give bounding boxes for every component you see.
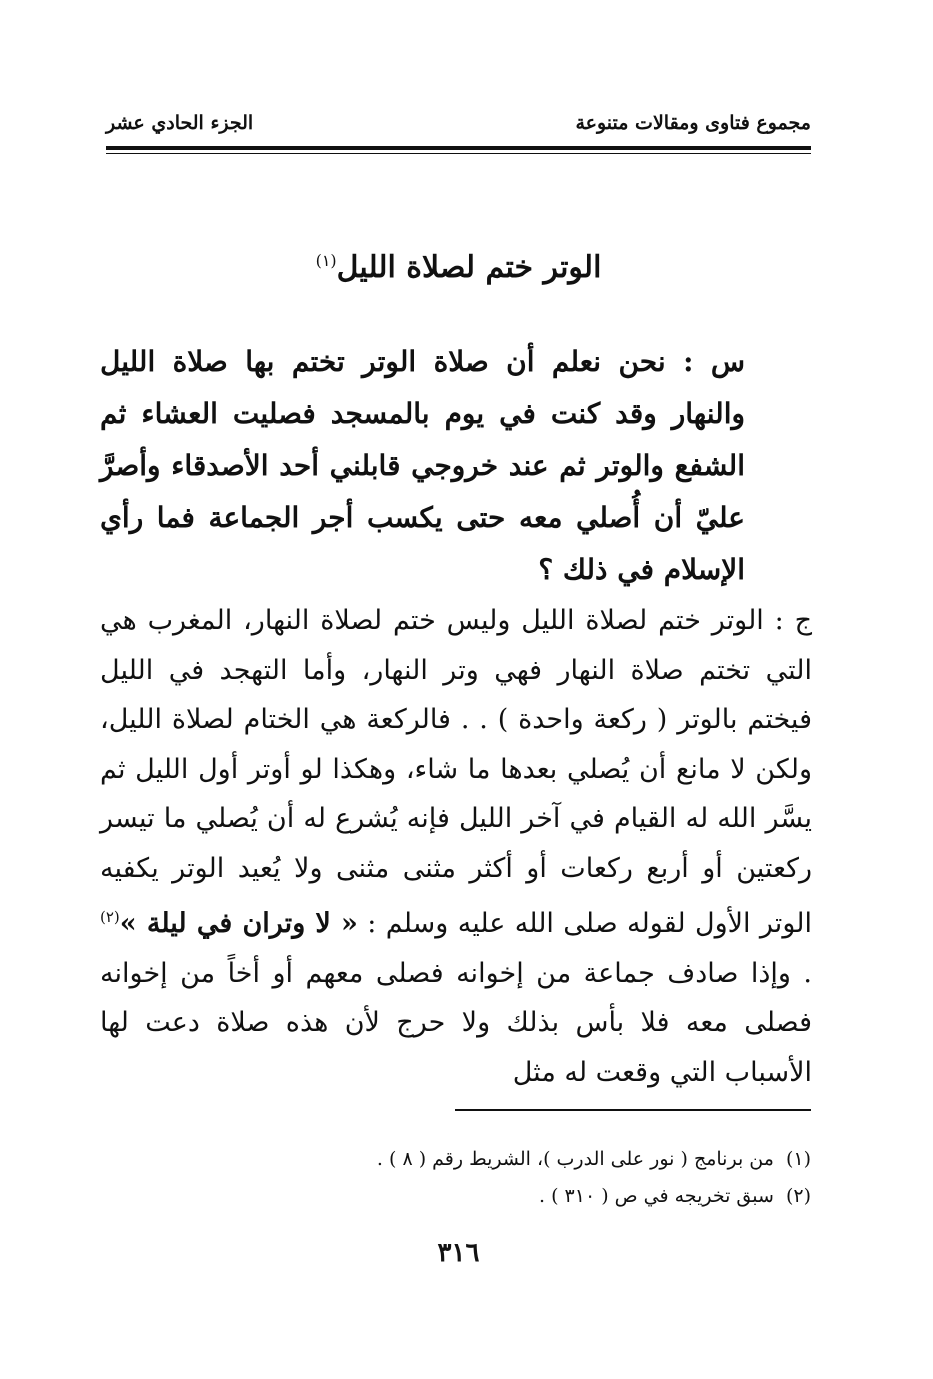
footnote-1-number: (١): [785, 1148, 811, 1170]
answer-text-part2: . وإذا صادف جماعة من إخوانه فصلى معهم أو أخاً من إخوانه فصلى معه فلا بأس بذلك ولا حرج لأن هذه صلاة دعت لها الأسباب التي وقعت له مثل: [100, 957, 813, 1088]
hadith-quote: « لا وتران في ليلة »: [119, 908, 358, 939]
footnote-2: [106, 1181, 811, 1211]
footnote-2-text: سبق تخريجه في ص ( ٣١٠ ) .: [539, 1185, 774, 1207]
header-rule-thick: [106, 146, 811, 150]
footnote-1: [106, 1144, 811, 1174]
article-title: [106, 236, 811, 293]
hadith-footnote-marker: (٢): [100, 908, 120, 926]
answer-text-part1: ج : الوتر ختم لصلاة الليل وليس ختم لصلاة النهار، المغرب هي التي تختم صلاة النهار فهي وتر النهار، وأما التهجد في الليل فيختم بالوتر ( ركعة واحدة ) . . فالركعة هي الختام لصلاة الليل، ولكن لا مانع أن يُصلي بعدها ما شاء، وهكذا لو أوتر أول الليل ثم يسَّر الله له القيام في آخر الليل فإنه يُشرع له أن يُصلي ما تيسر ركعتين أو أربع ركعات أو أكثر مثنى مثنى ولا يُعيد الوتر يكفيه الوتر الأول لقوله صلى الله عليه وسلم :: [100, 605, 812, 939]
volume-label: الجزء الحادي عشر: [106, 112, 254, 134]
question-paragraph: س : نحن نعلم أن صلاة الوتر تختم بها صلاة الليل والنهار وقد كنت في يوم بالمسجد فصليت العشاء ثم الشفع والوتر ثم عند خروجي قابلني أحد الأصدقاء وأصرَّ عليّ أن أُصلي معه حتى يكسب أجر الجماعة فما رأي الإسلام في ذلك ؟: [100, 345, 745, 586]
page-number: ٣١٦: [437, 1238, 480, 1268]
running-header: [106, 112, 811, 142]
title-footnote-marker: (١): [315, 251, 337, 270]
article-title-text: الوتر ختم لصلاة الليل: [336, 250, 602, 285]
footnote-1-text: من برنامج ( نور على الدرب )، الشريط رقم ( ٨ ) .: [376, 1148, 774, 1170]
footnote-separator: [455, 1109, 811, 1111]
footnote-2-number: (٢): [785, 1185, 811, 1207]
book-title: مجموع فتاوى ومقالات متنوعة: [575, 112, 811, 134]
header-rule-thin: [106, 153, 811, 154]
answer-paragraph: [100, 596, 812, 1097]
